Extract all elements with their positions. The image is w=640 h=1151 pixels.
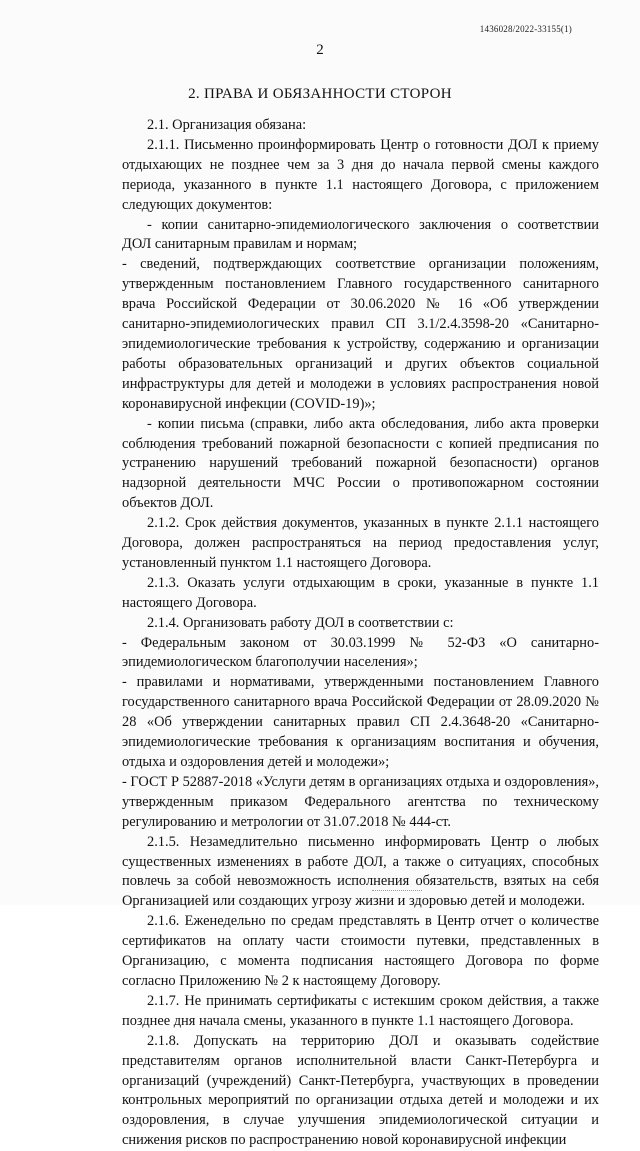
document-id: 1436028/2022-33155(1) [479,24,572,34]
paragraph-2-1-6: 2.1.6. Еженедельно по средам представлять в Центр отчет о количестве сертификатов на оплату части стоимости путевки, представленных в Организацию, с момента подписания настоящего Договора по форме согласно Приложению № 2 к настоящему Договору. [122,913,599,989]
paragraph-2-1: 2.1. Организация обязана: [147,117,307,133]
paragraph-2-1-1: 2.1.1. Письменно проинформировать Центр о готовности ДОЛ к приему отдыхающих не позднее чем за 3 дня до начала первой смены каждого периода, указанного в пункте 1.1 настоящего Договора, с приложением следующих документов: [122,136,599,213]
paragraph-2-1-3: 2.1.3. Оказать услуги отдыхающим в сроки, указанные в пункте 1.1 настоящего Договора. [122,574,599,611]
document-body [122,116,599,1151]
page-footer-mark [372,890,422,892]
list-item-federal-law: - Федеральным законом от 30.03.1999 № 52-ФЗ «О санитарно-эпидемиологическом благополучии населения»; [122,634,599,671]
list-item-sanitary-conclusion: - копии санитарно-эпидемиологического заключения о соответствии ДОЛ санитарным правилам и нормам; [122,216,599,253]
section-heading: 2. ПРАВА И ОБЯЗАННОСТИ СТОРОН [188,86,452,102]
list-item-sanitary-rules: - правилами и нормативами, утвержденными постановлением Главного государственного санитарного врача Российской Федерации от 28.09.2020 № 28 «Об утверждении санитарных правил СП 2.4.3648-20 «Санитарно-эпидемиологические требования к организациям воспитания и обучения, отдыха и оздоровления детей и молодежи»; [122,674,599,770]
paragraph-2-1-7: 2.1.7. Не принимать сертификаты с истекшим сроком действия, а также позднее дня начала смены, указанного в пункте 1.1 настоящего Договора. [122,992,599,1029]
paragraph-2-1-4: 2.1.4. Организовать работу ДОЛ в соответствии с: [147,614,454,631]
list-item-compliance-info: - сведений, подтверждающих соответствие организации положениям, утвержденным постановлением Главного государственного санитарного врача Российской Федерации от 30.06.2020 № 16 «Об утверждении санитарно-эпидемиологических правил СП 3.1/2.4.3598-20 «Санитарно-эпидемиологические требования к устройству, содержанию и организации работы образовательных организаций и других объектов социальной инфраструктуры для детей и молодежи в условиях распространения новой коронавирусной инфекции (COVID-19)»; [122,256,599,412]
page-number: 2 [316,42,324,58]
paragraph-2-1-5: 2.1.5. Незамедлительно письменно информировать Центр о любых существенных изменениях в работе ДОЛ, а также о ситуациях, способных повлечь за собой невозможность исполнения обязательств, взятых на себя Организацией или создающих угрозу жизни и здоровью детей и молодежи. [122,833,599,910]
paragraph-2-1-8: 2.1.8. Допускать на территорию ДОЛ и оказывать содействие представителям органов исполнительной власти Санкт-Петербурга и организаций (учреждений) Санкт-Петербурга, участвующих в проведении контрольных мероприятий по организации отдыха детей и молодежи и их оздоровления, в случае улучшения эпидемиологической ситуации и снижения рисков по распространению новой коронавирусной инфекции [122,1032,599,1149]
list-item-gost: - ГОСТ Р 52887-2018 «Услуги детям в организациях отдыха и оздоровления», утвержденным приказом Федерального агентства по техническому регулированию и метрологии от 31.07.2018 № 444-ст. [122,773,599,830]
paragraph-2-1-2: 2.1.2. Срок действия документов, указанных в пункте 2.1.1 настоящего Договора, должен распространяться на период предоставления услуг, установленный пунктом 1.1 настоящего Договора. [122,515,599,571]
list-item-fire-safety-letter: - копии письма (справки, либо акта обследования, либо акта проверки соблюдения требований пожарной безопасности с копией предписания по устранению нарушений требований пожарной безопасности) органов надзорной деятельности МЧС России о противопожарном состоянии объектов ДОЛ. [122,415,599,512]
